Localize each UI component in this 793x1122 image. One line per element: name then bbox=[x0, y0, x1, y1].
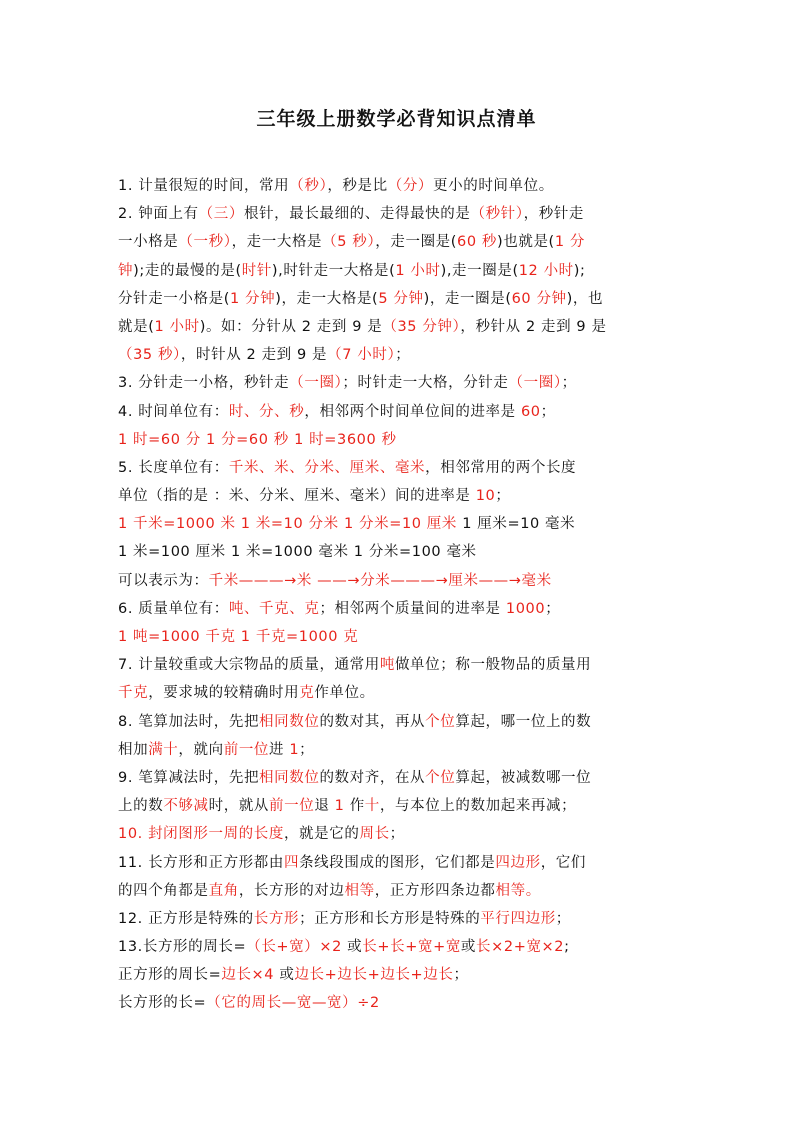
highlight-text: 1000 bbox=[505, 600, 546, 617]
highlight-text: 千克 bbox=[118, 685, 149, 702]
body-text: )也就是( bbox=[497, 234, 555, 251]
text-line bbox=[118, 369, 678, 397]
text-line bbox=[118, 651, 678, 679]
body-text: ； bbox=[545, 600, 561, 617]
body-text: ； bbox=[495, 488, 511, 505]
body-text: 可以表示为： bbox=[118, 572, 209, 589]
body-text: 分针走一小格是( bbox=[118, 290, 230, 307]
text-line bbox=[118, 285, 678, 313]
highlight-text: 60 分钟 bbox=[511, 290, 567, 307]
body-text: ); bbox=[573, 262, 586, 279]
body-text: 1 米=100 厘米 1 米=1000 毫米 1 分米=100 毫米 bbox=[118, 544, 477, 561]
body-text: ； bbox=[555, 910, 571, 927]
highlight-text: 前一位 bbox=[223, 741, 270, 758]
body-text: 相加 bbox=[118, 741, 149, 758]
highlight-text: 1 吨=1000 千克 1 千克=1000 克 bbox=[118, 629, 359, 645]
body-text: 3. 分针走一小格，秒针走 bbox=[118, 375, 290, 392]
text-line bbox=[118, 764, 678, 792]
highlight-text: 长×2+宽×2 bbox=[476, 939, 565, 956]
body-text: 12. 正方形是特殊的 bbox=[118, 910, 254, 927]
highlight-text: （秒） bbox=[289, 178, 328, 194]
body-text: ； bbox=[561, 375, 577, 392]
highlight-text: 四边形 bbox=[495, 854, 541, 871]
body-text: ，要求城的较精确时用 bbox=[148, 685, 300, 702]
body-text: 13.长方形的周长= bbox=[118, 939, 247, 956]
highlight-text: 千米———→米 ——→分米———→厘米——→毫米 bbox=[208, 572, 552, 589]
highlight-text: 克 bbox=[299, 685, 315, 702]
text-line bbox=[118, 989, 678, 1017]
text-line bbox=[118, 172, 678, 200]
text-line bbox=[118, 792, 678, 820]
highlight-text: 千米、米、分米、厘米、毫米 bbox=[228, 459, 426, 476]
body-text: )，走一大格是( bbox=[275, 290, 379, 307]
highlight-text: （35 分钟） bbox=[382, 318, 461, 335]
document-title: 三年级上册数学必背知识点清单 bbox=[256, 108, 537, 130]
body-text: ；正方形和长方形是特殊的 bbox=[299, 910, 481, 927]
body-text: 或 bbox=[274, 967, 295, 984]
body-text: 更小的时间单位。 bbox=[433, 178, 554, 194]
highlight-text: 不够减 bbox=[163, 798, 209, 815]
highlight-text: 边长×4 bbox=[221, 967, 275, 984]
body-text: 或 bbox=[460, 939, 477, 956]
highlight-text: （它的周长—宽—宽）÷2 bbox=[206, 995, 380, 1012]
highlight-text: （一圈） bbox=[508, 375, 562, 392]
highlight-text: 相等 bbox=[344, 882, 375, 899]
body-text: ；时针走一大格，分针走 bbox=[342, 375, 509, 392]
text-line bbox=[118, 538, 678, 566]
body-text: ； bbox=[453, 967, 469, 984]
highlight-text: 吨 bbox=[379, 657, 395, 674]
body-text: ； bbox=[299, 741, 315, 758]
text-line bbox=[118, 398, 678, 426]
body-text: 算起，被减数哪一位 bbox=[455, 769, 592, 786]
text-line bbox=[118, 228, 678, 256]
body-text: 的四个角都是 bbox=[118, 882, 209, 899]
highlight-text: （35 秒） bbox=[118, 347, 181, 364]
body-text: 11. 长方形和正方形都由 bbox=[118, 854, 284, 871]
highlight-text: 10 bbox=[475, 488, 496, 505]
highlight-text: （秒针） bbox=[470, 206, 524, 223]
body-text: 正方形的周长= bbox=[118, 967, 222, 984]
body-text: ; bbox=[564, 939, 570, 956]
highlight-text: 60 bbox=[520, 403, 541, 420]
body-text: ，长方形的对边 bbox=[238, 882, 345, 899]
body-text: ，秒针从 2 走到 9 是 bbox=[460, 318, 607, 335]
text-line bbox=[118, 200, 678, 228]
body-text: 条线段围成的图形，它们都是 bbox=[299, 854, 496, 871]
highlight-text: 平行四边形 bbox=[480, 910, 556, 927]
highlight-text: 十 bbox=[364, 798, 380, 815]
body-text: ，就是它的 bbox=[283, 826, 360, 843]
body-text: )，也 bbox=[566, 290, 604, 307]
body-text: 时，就从 bbox=[208, 798, 270, 815]
body-text: ，秒是比 bbox=[327, 178, 388, 194]
highlight-text: （一圈） bbox=[289, 375, 343, 392]
body-text: 算起，哪一位上的数 bbox=[455, 713, 592, 730]
highlight-text: 相等。 bbox=[495, 882, 541, 899]
body-text: 1 厘米=10 毫米 bbox=[457, 516, 576, 533]
highlight-text: 相同数位 bbox=[259, 769, 320, 786]
body-text: ，它们 bbox=[540, 854, 587, 871]
text-line bbox=[118, 820, 678, 848]
body-text: 7. 计量较重或大宗物品的质量，通常用 bbox=[118, 657, 380, 674]
text-line bbox=[118, 933, 678, 961]
body-text: )。如：分针从 2 走到 9 是 bbox=[199, 318, 383, 335]
text-line bbox=[118, 905, 678, 933]
body-text: ； bbox=[395, 347, 411, 364]
body-text: 做单位；称一般物品的质量用 bbox=[394, 657, 592, 674]
text-line bbox=[118, 877, 678, 905]
body-text: 根针，最长最细的、走得最快的是 bbox=[243, 206, 471, 223]
document-body bbox=[118, 172, 678, 1018]
body-text: ，走一圈是( bbox=[375, 234, 458, 251]
text-line bbox=[118, 736, 678, 764]
body-text: ),走一圈是( bbox=[440, 262, 519, 279]
highlight-text: 1 小时 bbox=[395, 262, 441, 279]
text-line bbox=[118, 341, 678, 369]
text-line bbox=[118, 961, 678, 989]
text-line bbox=[118, 567, 678, 595]
body-text: ，秒针走 bbox=[523, 206, 585, 223]
highlight-text: 个位 bbox=[425, 769, 456, 786]
text-line bbox=[118, 595, 678, 623]
text-line bbox=[118, 849, 678, 877]
body-text: ，就向 bbox=[178, 741, 224, 758]
highlight-text: （长+宽）×2 bbox=[246, 939, 342, 956]
body-text: 长方形的长= bbox=[118, 995, 207, 1012]
text-line bbox=[118, 454, 678, 482]
highlight-text: 前一位 bbox=[269, 798, 315, 815]
body-text: 就是( bbox=[118, 318, 155, 335]
body-text: 的数对其，再从 bbox=[319, 713, 426, 730]
body-text: 或 bbox=[341, 939, 363, 956]
body-text: 进 bbox=[269, 741, 290, 758]
text-line bbox=[118, 708, 678, 736]
text-line bbox=[118, 257, 678, 285]
highlight-text: 5 分钟 bbox=[378, 290, 424, 307]
body-text: 退 bbox=[314, 798, 335, 815]
text-line bbox=[118, 426, 678, 454]
body-text: 8. 笔算加法时，先把 bbox=[118, 713, 260, 730]
highlight-text: （一秒） bbox=[178, 234, 232, 251]
body-text: ；相邻两个质量间的进率是 bbox=[319, 600, 506, 617]
body-text: ，时针从 2 走到 9 是 bbox=[180, 347, 328, 364]
body-text: );走的最慢的是( bbox=[133, 262, 242, 279]
body-text: 5. 长度单位有： bbox=[118, 459, 229, 476]
highlight-text: 个位 bbox=[425, 713, 456, 730]
body-text: ； bbox=[540, 403, 556, 420]
body-text: 1. 计量很短的时间，常用 bbox=[118, 178, 290, 194]
body-text: ； bbox=[389, 826, 405, 843]
text-line bbox=[118, 510, 678, 538]
highlight-text: 10. 封闭图形一周的长度 bbox=[118, 826, 284, 843]
body-text: ),时针走一大格是( bbox=[271, 262, 396, 279]
highlight-text: （5 秒） bbox=[322, 234, 376, 251]
highlight-text: 长+长+宽+宽 bbox=[362, 939, 461, 956]
highlight-text: 时针 bbox=[241, 262, 272, 279]
body-text: ，与本位上的数加起来再减； bbox=[379, 798, 577, 815]
highlight-text: 四 bbox=[283, 854, 300, 871]
body-text: ，相邻常用的两个长度 bbox=[425, 459, 577, 476]
highlight-text: 1 分 bbox=[554, 234, 585, 251]
highlight-text: 相同数位 bbox=[259, 713, 320, 730]
highlight-text: 1 分钟 bbox=[229, 290, 276, 307]
highlight-text: 直角 bbox=[208, 882, 239, 899]
text-line bbox=[118, 623, 678, 651]
body-text: 一小格是 bbox=[118, 234, 179, 251]
body-text: ，相邻两个时间单位间的进率是 bbox=[304, 403, 521, 420]
body-text: 单位（指的是 ：米、分米、厘米、毫米）间的进率是 bbox=[118, 488, 476, 505]
text-line bbox=[118, 679, 678, 707]
body-text: ，走一大格是 bbox=[231, 234, 323, 251]
highlight-text: 满十 bbox=[148, 741, 179, 758]
highlight-text: 1 千米=1000 米 1 米=10 分米 1 分米=10 厘米 bbox=[118, 516, 457, 533]
highlight-text: 钟 bbox=[118, 262, 134, 279]
body-text: 4. 时间单位有： bbox=[118, 403, 229, 420]
highlight-text: 吨、千克、克 bbox=[228, 600, 320, 617]
highlight-text: 60 秒 bbox=[457, 234, 497, 251]
body-text: ，正方形四条边都 bbox=[374, 882, 496, 899]
highlight-text: 长方形 bbox=[253, 910, 300, 927]
body-text: 6. 质量单位有： bbox=[118, 600, 229, 617]
body-text: 作单位。 bbox=[314, 685, 375, 702]
body-text: )，走一圈是( bbox=[423, 290, 512, 307]
highlight-text: 1 bbox=[334, 798, 345, 815]
highlight-text: 12 小时 bbox=[518, 262, 574, 279]
body-text: 作 bbox=[344, 798, 365, 815]
highlight-text: （三） bbox=[198, 206, 244, 223]
highlight-text: 1 时=60 分 1 分=60 秒 1 时=3600 秒 bbox=[118, 431, 397, 448]
text-line bbox=[118, 313, 678, 341]
highlight-text: （分） bbox=[387, 178, 434, 194]
body-text: 9. 笔算减法时，先把 bbox=[118, 769, 260, 786]
highlight-text: 1 bbox=[289, 741, 300, 758]
highlight-text: 边长+边长+边长+边长 bbox=[294, 967, 454, 984]
text-line bbox=[118, 482, 678, 510]
body-text: 2. 钟面上有 bbox=[118, 206, 199, 223]
highlight-text: （7 小时） bbox=[327, 347, 396, 364]
highlight-text: 1 小时 bbox=[154, 318, 200, 335]
body-text: 上的数 bbox=[118, 798, 164, 815]
highlight-text: 时、分、秒 bbox=[228, 403, 305, 420]
highlight-text: 周长 bbox=[359, 826, 390, 843]
body-text: 的数对齐，在从 bbox=[319, 769, 426, 786]
